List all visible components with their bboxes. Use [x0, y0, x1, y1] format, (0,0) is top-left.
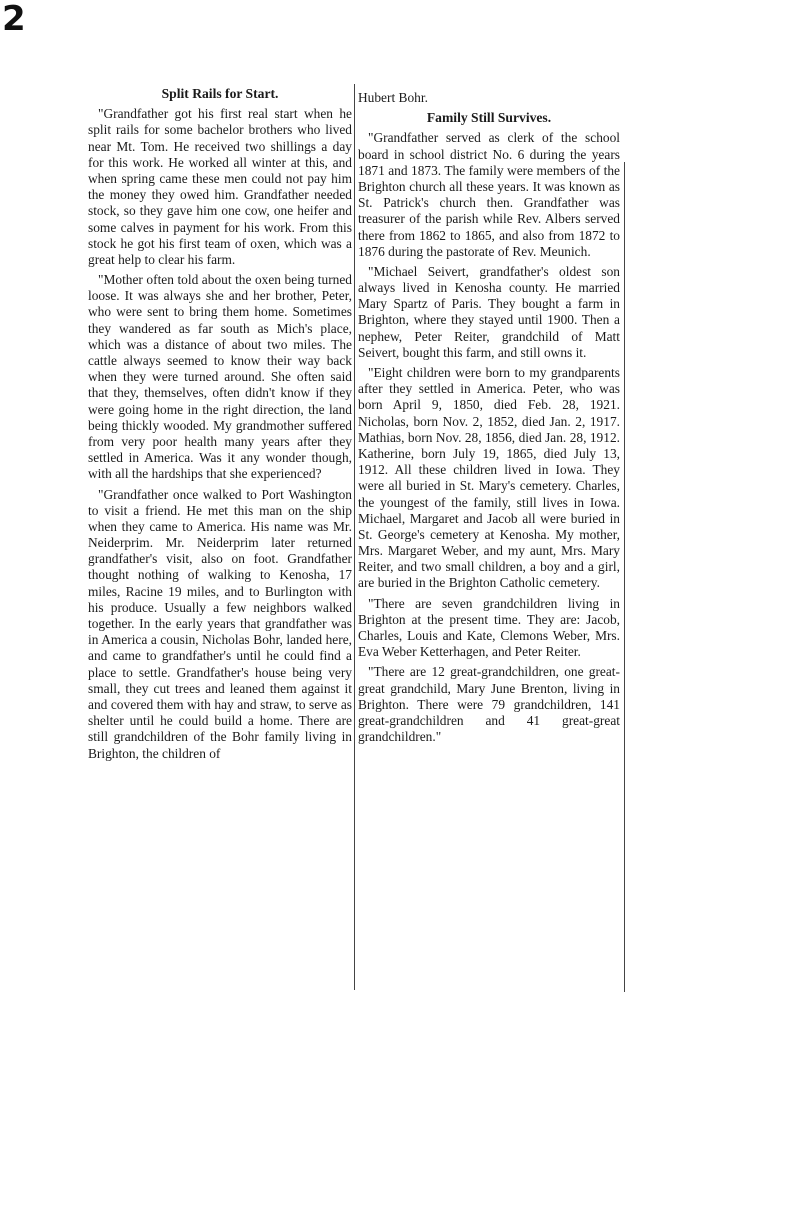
- paragraph-seven-grandchildren: "There are seven grandchildren living in Brighton at the present time. They are: Jacob, Charles, Louis and Kate, Clemons Weber, Mrs. Eva Weber Ketterhagen, and Peter Reiter.: [358, 595, 620, 660]
- right-edge-rule: [624, 162, 625, 992]
- newspaper-clipping: [88, 76, 628, 1016]
- headline-split-rails: Split Rails for Start.: [161, 86, 279, 101]
- right-column: [358, 90, 620, 749]
- headline-family-survives: Family Still Survives.: [426, 110, 552, 126]
- paragraph-great-grandchildren: "There are 12 great-grandchildren, one great-great grandchild, Mary June Brenton, living in Brighton. There were 79 grandchildren, 141 great-grandchildren and 41 great-great grandchildren.": [358, 664, 620, 745]
- paragraph-oxen: "Mother often told about the oxen being turned loose. It was always she and her brother, Peter, who were sent to bring them home. Sometimes they wandered as far south as Mich's place, which was a distance of about two miles. The cattle always seemed to know their way back when they were turned around. She often said that they, themselves, often didn't know if they were going home in the right direction, the land being thickly wooded. My grandmother suffered from very poor health many years after they settled in America. Was it any wonder though, with all the hardships that she experienced?: [88, 272, 352, 482]
- paragraph-eight-children: "Eight children were born to my grandparents after they settled in America. Peter, who was born April 9, 1850, died Feb. 28, 1921. Nicholas, born Nov. 2, 1852, died Jan. 2, 1917. Mathias, born Nov. 28, 1856, died Jan. 28, 1912. Katherine, born July 19, 1865, died July 13, 1912. All these children lived in Iowa. They were all buried in St. Mary's cemetery. Charles, the youngest of the family, still lives in Iowa. Michael, Margaret and Jacob all were buried in St. George's cemetery at Kenosha. My mother, Mrs. Margaret Weber, and my aunt, Mrs. Mary Reiter, and two small children, a boy and a girl, are buried in the Brighton Catholic cemetery.: [358, 365, 620, 591]
- page-number: 2: [2, 0, 26, 39]
- paragraph-rails: "Grandfather got his first real start when he split rails for some bachelor brothers who lived near Mt. Tom. He received two shillings a day for this work. He worked all winter at this, and when spring came these men could not pay him the money they owed him. Grandfather needed stock, so they gave him one cow, one heifer and some calves in payment for his work. From this stock he got his first team of oxen, which was a great help to clear his farm.: [88, 106, 352, 267]
- continuation-text: Hubert Bohr.: [358, 90, 428, 105]
- paragraph-michael-seivert: "Michael Seivert, grandfather's oldest son always lived in Kenosha county. He married Mary Spartz of Paris. They bought a farm in Brighton, where they stayed until 1900. Then a nephew, Peter Reiter, grandchild of Matt Seivert, bought this farm, and still owns it.: [358, 263, 620, 360]
- column-divider: [354, 84, 355, 990]
- left-column: [88, 76, 352, 766]
- paragraph-port-washington: "Grandfather once walked to Port Washington to visit a friend. He met this man on the ship when they came to America. His name was Mr. Neiderprim. Mr. Neiderprim later returned grandfather's visit, also on foot. Grandfather thought nothing of walking to Kenosha, 17 miles, Racine 19 miles, and to Burlington with his produce. Usually a few neighbors walked together. In the early years that grandfather was in America a cousin, Nicholas Bohr, landed here, and came to grandfather's until he could find a place to settle. Grandfather's house being very small, they cut trees and leaned them against it and covered them with hay and straw, to serve as shelter until he could build a home. There are still grandchildren of the Bohr family living in Brighton, the children of: [88, 486, 352, 761]
- paragraph-school-board: "Grandfather served as clerk of the school board in school district No. 6 during the years 1871 and 1873. The family were members of the Brighton church all these years. It was known as St. Patrick's church then. Grandfather was treasurer of the parish while Rev. Albers served there from 1862 to 1865, and also from 1872 to 1876 during the pastorate of Rev. Meunich.: [358, 130, 620, 259]
